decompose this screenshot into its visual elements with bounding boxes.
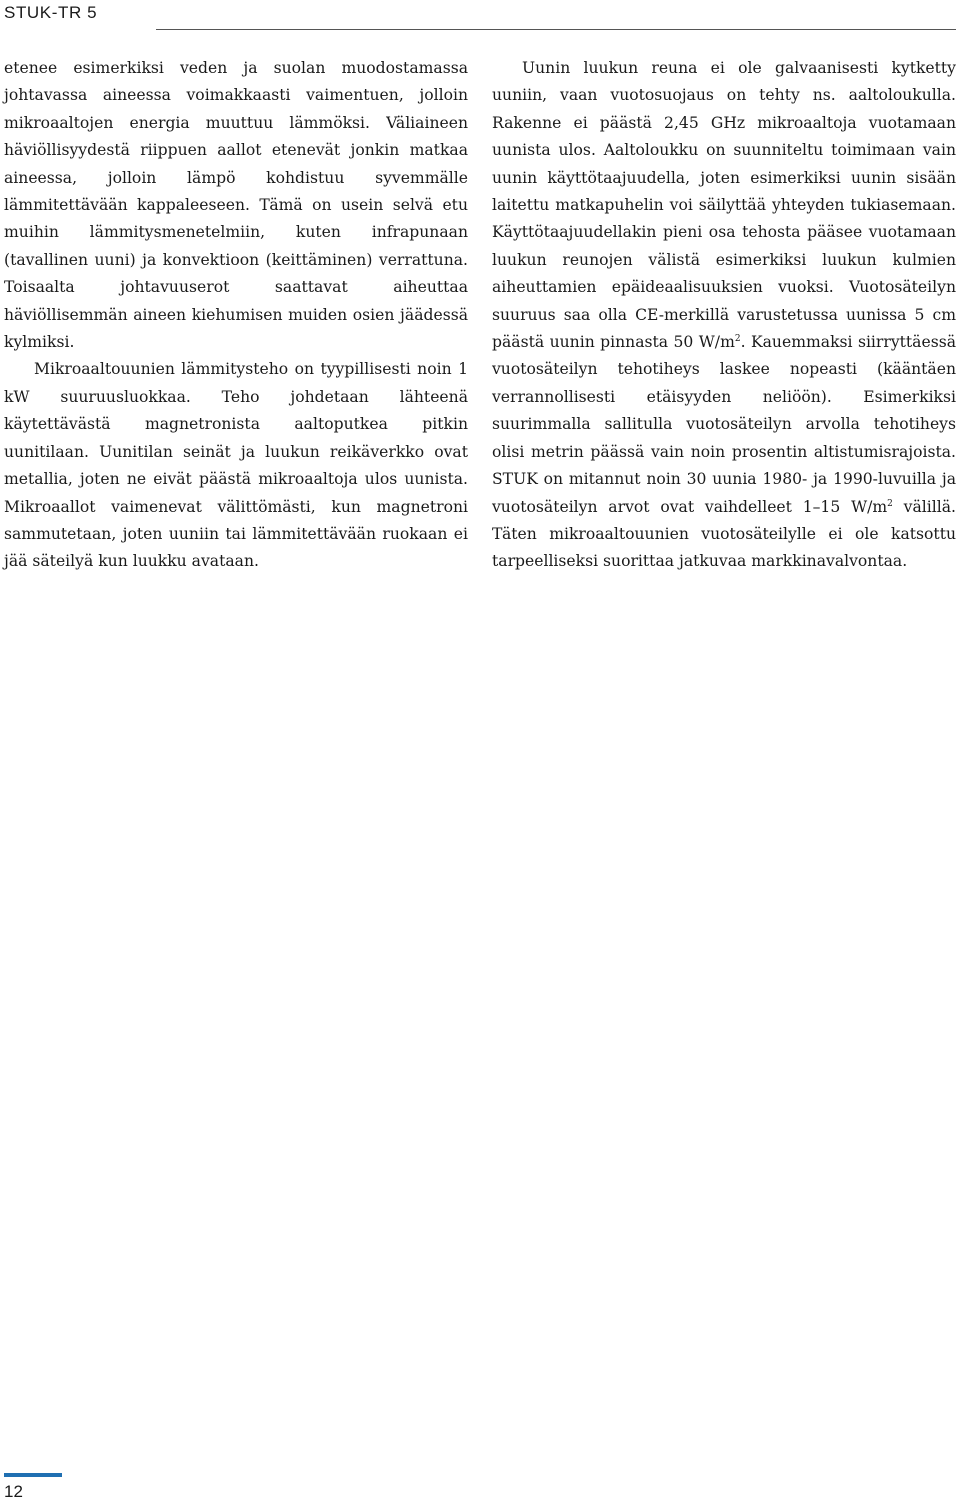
right-paragraph-text-c: välillä. Täten mikroaaltouunien vuotosäteilylle ei ole katsottu tarpeelliseksi suorittaa jatkuvaa markkinavalvontaa. — [492, 497, 956, 571]
header-rule — [156, 29, 956, 30]
left-paragraph-1: etenee esimerkiksi veden ja suolan muodostamassa johtavassa aineessa voimakkaasti vaimentuen, jolloin mikroaaltojen energia muuttuu lämmöksi. Väliaineen häviöllisyydestä riippuen aallot etenevät jonkin matkaa aineessa, jolloin lämpö kohdistuu syvemmälle lämmitettävään kappaleeseen. Tämä on usein selvä etu muihin lämmitysmenetelmiin, kuten infrapunaan (tavallinen uuni) ja konvektioon (keittäminen) verrattuna. Toisaalta johtavuuserot saattavat aiheuttaa häviöllisemmän aineen kiehumisen muiden osien jäädessä kylmiksi. — [4, 59, 468, 352]
right-paragraph-text-a: Uunin luukun reuna ei ole galvaanisesti kytketty uuniin, vaan vuotosuojaus on tehty ns. aaltoloukulla. Rakenne ei päästä 2,45 GHz mikroaaltoja vuotamaan uunista ulos. Aaltoloukku on suunniteltu toimimaan vain uunin käyttötaajuudella, joten esimerkiksi uunin sisään laitettu matkapuhelin voi säilyttää yhteyden tukiasemaan. Käyttötaajuudellakin pieni osa tehosta pääsee vuotamaan luukun reunojen välistä esimerkiksi luukun kulmien aiheuttamien epäideaalisuuksien vuoksi. Vuotosäteilyn suuruus saa olla CE-merkillä varustetussa uunissa 5 cm päästä uunin pinnasta 50 W/m — [492, 59, 956, 352]
right-paragraph-1 — [492, 55, 956, 576]
running-header-title: STUK-TR 5 — [4, 3, 98, 22]
superscript-squared: 2 — [887, 498, 893, 509]
left-paragraph-2: Mikroaaltouunien lämmitysteho on tyypillisesti noin 1 kW suuruusluokkaa. Teho johdetaan lähteenä käytettävästä magnetronista aaltoputkea pitkin uunitilaan. Uunitilan seinät ja luukun reikäverkko ovat metallia, joten ne eivät päästä mikroaaltoja ulos uunista. Mikroaallot vaimenevat välittömästi, kun magnetroni sammutetaan, joten uuniin tai lämmitettävään ruokaan ei jää säteilyä kun luukku avataan. — [4, 360, 468, 571]
right-paragraph-text-b: . Kauemmaksi siirryttäessä vuotosäteilyn tehotiheys laskee nopeasti (kääntäen verrannollisesti etäisyyden neliöön). Esimerkiksi suurimmalla sallitulla vuotosäteilyn arvolla tehotiheys olisi metrin päässä vain noin prosentin altistumisrajoista. STUK on mitannut noin 30 uunia 1980- ja 1990-luvuilla ja vuotosäteilyn arvot ovat vaihdelleet 1–15 W/m — [492, 333, 956, 516]
right-column — [492, 55, 956, 576]
page-number: 12 — [4, 1482, 23, 1501]
superscript-squared: 2 — [734, 333, 741, 344]
left-column — [4, 55, 468, 576]
footer-accent-rule — [4, 1473, 62, 1477]
page-header — [4, 0, 956, 32]
